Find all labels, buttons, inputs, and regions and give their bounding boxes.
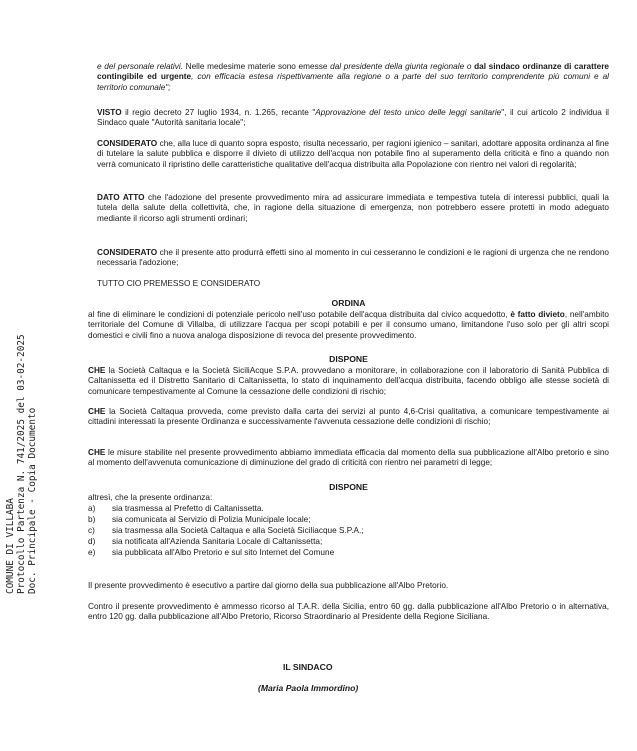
considerato-text-1: che, alla luce di quanto sopra esposto, risulta necessario, per ragioni igienico – sanitari, adottare apposita ordinanza al fine di tutelare la salute pubblica e disporre il divieto di utilizzo dell'acqua non potabile fino al superamento della criticità e fino a quando non verrà comunicato il ripristino delle caratteristiche qualitative dell'acqua distribuita alla Popolazione con rientro nei valori di regolarità;	[97, 139, 609, 169]
intro-paragraph-dato-atto	[97, 193, 609, 224]
dispone-heading-1: DISPONE	[329, 354, 368, 364]
executive-statement: Il presente provvedimento è esecutivo a partire dal giorno della sua pubblicazione all'Albo Pretorio.	[88, 581, 449, 590]
p1-part-c: dal presidente della giunta regionale o	[330, 62, 472, 71]
ordina-text-a: al fine di eliminare le condizioni di potenziale pericolo nell'uso potabile dell'acqua distribuita dal civico acquedotto,	[88, 310, 511, 319]
ordina-text-c: , nell'ambito territoriale del Comune di Villalba, di utilizzare l'acqua per scopi potabili e per il consumo umano, limitandone l'uso solo per gli altri scopi domestici e civili fino a nuova analoga disposizione di revoca del presente provvedimento.	[88, 310, 610, 340]
dispone-clause-1	[88, 366, 609, 397]
list-letter: e)	[88, 547, 96, 557]
visto-text-title: Approvazione del testo unico delle leggi sanitarie	[315, 108, 502, 117]
visto-keyword: VISTO	[97, 108, 122, 117]
che-keyword-2: CHE	[88, 407, 106, 416]
distribution-list	[88, 504, 558, 559]
considerato-keyword-2: CONSIDERATO	[97, 248, 158, 257]
list-text: sia trasmessa al Prefetto di Caltanissetta.	[112, 504, 264, 513]
p1-part-a: e del personale relativi.	[97, 62, 183, 71]
p1-part-b: Nelle medesime materie sono emesse	[182, 62, 331, 71]
clause-1-text: la Società Caltaqua e la Società SiciliAcque S.P.A. provvedano a monitorare, in collaborazione con il laboratorio di Sanità Pubblica di Caltanissetta ed il Distretto Sanitario di Caltanissetta, lo stato di inquinamento dell'acqua distribuita, facendo obbligo alle stesse società di comunicare tempestivamente al Comune la cessazione delle condizioni di rischio;	[88, 366, 609, 396]
visto-text-a: il regio decreto 27 luglio 1934, n. 1.265, recante "	[121, 108, 316, 117]
signature-name: (Maria Paola Immordino)	[258, 683, 359, 693]
considerato-text-2: che il presente atto produrrà effetti sino al momento in cui cesseranno le condizioni e le ragioni di urgenza che ne rendono necessaria l'adozione;	[97, 248, 609, 268]
list-text: sia notificata all'Azienda Sanitaria Locale di Caltanissetta;	[112, 536, 323, 546]
appeal-statement: Contro il presente provvedimento è ammesso ricorso al T.A.R. della Sicilia, entro 60 gg. dalla pubblicazione all'Albo Pretorio o in alternativa, entro 120 gg. dalla pubblicazione all'Albo Pretorio, Ricorso Straordinario al Presidente della Regione Siciliana.	[88, 602, 609, 622]
intro-paragraph-considerato-2	[97, 248, 609, 269]
ordina-text	[88, 310, 609, 341]
list-letter: c)	[88, 525, 95, 535]
dispone-2-intro: altresì, che la presente ordinanza:	[88, 493, 213, 502]
dispone-heading-2: DISPONE	[329, 482, 368, 492]
list-text: sia trasmessa alla Società Caltaqua e alla Società Siciliacque S.P.A.;	[112, 525, 364, 535]
list-text: sia pubblicata all'Albo Pretorio e sul sito Internet del Comune	[112, 547, 335, 557]
ordina-heading: ORDINA	[331, 298, 366, 308]
list-item	[88, 526, 558, 537]
dato-atto-keyword: DATO ATTO	[97, 193, 145, 202]
dispone-clause-2	[88, 407, 609, 428]
intro-paragraph-considerato-1	[97, 139, 609, 170]
stamp-line-document: Doc. Principale - Copia Documento	[27, 407, 39, 594]
clause-2-text: la Società Caltaqua provveda, come previsto dalla carta dei servizi al punto 4,6-Crisi qualitativa, a comunicare tempestivamente ai cittadini interessati la presente Ordinanza e successivamente l'avvenuta cessazione delle condizioni di rischio;	[88, 407, 609, 427]
p1-part-d: dal sindaco ordinanze di carattere contingibile ed urgente	[97, 62, 609, 82]
che-keyword-3: CHE	[88, 448, 106, 457]
dato-atto-text: che l'adozione del presente provvedimento mira ad assicurare immediata e tempestiva tutela di interessi pubblici, quali la tutela della salute della collettività, che, in ragione della situazione di emergenza, non potrebbero essere protetti in modo adeguato mediante il ricorso agli strumenti ordinari;	[97, 193, 609, 223]
list-letter: b)	[88, 514, 96, 524]
clause-3-text: le misure stabilite nel presente provvedimento abbiamo immediata efficacia dal momento della sua pubblicazione all'Albo pretorio e sino al momento dell'avvenuta comunicazione di diminuzione del grado di criticità con rientro nei parametri di legge;	[88, 448, 609, 468]
signature-title: IL SINDACO	[283, 662, 333, 672]
stamp-line-municipality: COMUNE DI VILLABA	[5, 498, 16, 594]
intro-paragraph-1	[97, 62, 609, 93]
visto-text-c: ", il cui articolo 2 individua il Sindaco quale "Autorità sanitaria locale";	[97, 108, 609, 128]
considerato-keyword-1: CONSIDERATO	[97, 139, 158, 148]
intro-paragraph-visto	[97, 108, 609, 129]
list-item	[88, 504, 558, 515]
che-keyword-1: CHE	[88, 366, 106, 375]
list-text: sia comunicata al Servizio di Polizia Municipale locale;	[112, 514, 311, 524]
list-item	[88, 537, 558, 548]
p1-part-e: , con efficacia estesa rispettivamente alla regione o a parte del suo territorio comprendente più comuni e al territorio comunale";	[97, 72, 609, 92]
list-letter: a)	[88, 504, 96, 513]
protocol-stamp	[5, 334, 39, 594]
dispone-clause-3	[88, 448, 609, 469]
list-item	[88, 515, 558, 526]
premesso-line: TUTTO CIO PREMESSO E CONSIDERATO	[97, 279, 261, 288]
stamp-line-protocol: Protocollo Partenza N. 741/2025 del 03-02-2025	[16, 334, 28, 594]
list-letter: d)	[88, 536, 96, 546]
list-item	[88, 548, 558, 559]
ordina-text-divieto: è fatto divieto	[510, 310, 565, 319]
